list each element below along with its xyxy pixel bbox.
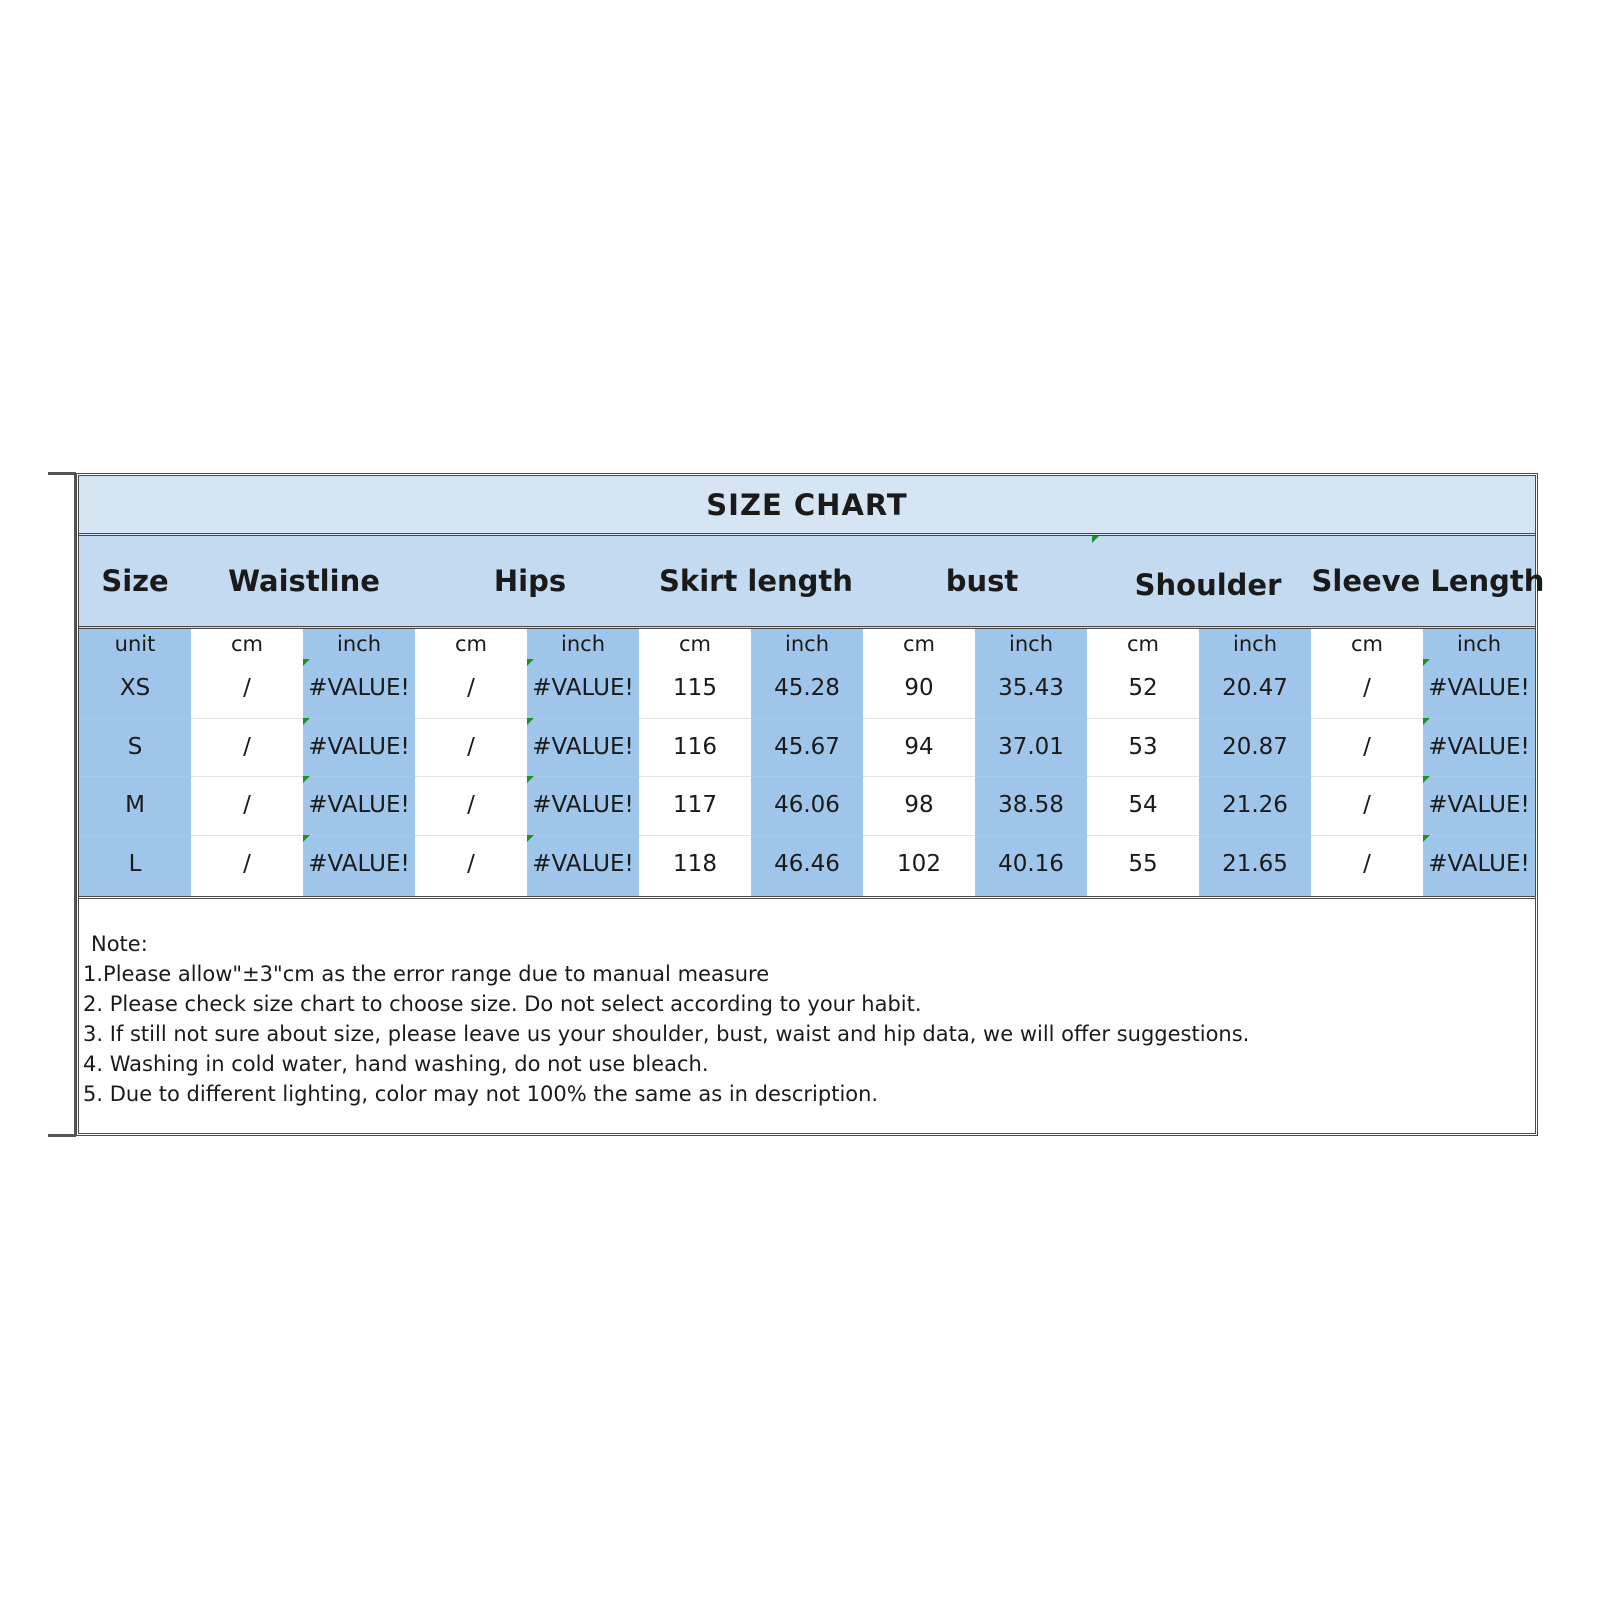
table-cell: #VALUE! [308,675,410,701]
table-cell: #VALUE! [1428,851,1530,877]
table-cell: 21.26 [1222,792,1288,818]
table-cell: #VALUE! [1428,734,1530,760]
header-flag [1092,536,1099,543]
table-column [527,629,639,896]
table-cell: 55 [1128,851,1158,877]
table-column [975,629,1087,896]
table-cell: / [1363,792,1371,818]
header-size: Size [101,564,169,598]
table-cell: / [467,851,475,877]
table-cell: 35.43 [998,675,1064,701]
table-cell: #VALUE! [308,792,410,818]
table-cell: / [467,675,475,701]
unit-cell: cm [678,632,711,656]
header-hips: Hips [493,564,567,598]
table-cell: 45.67 [774,734,840,760]
table-column [639,629,751,896]
unit-cell: cm [1126,632,1159,656]
unit-cell: inch [1009,632,1053,656]
table-cell: #VALUE! [532,792,634,818]
chart-title: SIZE CHART [79,476,1535,536]
table-cell: 52 [1128,675,1158,701]
table-cell: / [467,792,475,818]
size-label-cell: M [125,792,145,818]
size-table [79,629,1535,899]
table-cell: 45.28 [774,675,840,701]
table-cell: 118 [673,851,717,877]
table-cell: / [243,734,251,760]
notes-section [79,899,1535,1109]
cell-flag [527,776,534,783]
table-column [191,629,303,896]
table-cell: / [1363,734,1371,760]
table-cell: 38.58 [998,792,1064,818]
table-cell: #VALUE! [308,851,410,877]
table-column [1423,629,1535,896]
unit-cell: unit [114,632,156,656]
table-cell: 53 [1128,734,1158,760]
note-item: 4. Washing in cold water, hand washing, do not use bleach. [83,1052,709,1076]
table-column [863,629,975,896]
note-heading: Note: [91,932,148,956]
unit-cell: inch [1457,632,1501,656]
unit-cell: cm [230,632,263,656]
cell-flag [1423,659,1430,666]
table-cell: 37.01 [998,734,1064,760]
size-chart [76,473,1545,1136]
cell-flag [303,659,310,666]
cell-flag [1423,718,1430,725]
header-shoulder: Shoulder [1134,568,1282,602]
unit-cell: inch [337,632,381,656]
left-tick-top [48,472,76,475]
table-cell: 54 [1128,792,1158,818]
size-label-cell: S [127,734,143,760]
table-cell: / [1363,851,1371,877]
unit-cell: cm [1350,632,1383,656]
table-cell: 20.87 [1222,734,1288,760]
table-column [79,629,191,896]
table-cell: / [243,851,251,877]
table-cell: #VALUE! [532,675,634,701]
table-column [303,629,415,896]
unit-cell: inch [561,632,605,656]
table-column [1087,629,1199,896]
note-item: 1.Please allow"±3"cm as the error range due to manual measure [83,962,770,986]
table-cell: 20.47 [1222,675,1288,701]
size-label-cell: XS [119,675,151,701]
table-column [415,629,527,896]
note-item: 2. Please check size chart to choose size. Do not select according to your habit. [83,992,922,1016]
cell-flag [1423,835,1430,842]
table-cell: 21.65 [1222,851,1288,877]
table-cell: #VALUE! [1428,675,1530,701]
table-cell: / [243,675,251,701]
cell-flag [1423,776,1430,783]
table-cell: #VALUE! [308,734,410,760]
note-item: 3. If still not sure about size, please leave us your shoulder, bust, waist and hip data, we will offer suggestions. [83,1022,1250,1046]
header-row [79,536,1545,629]
table-cell: #VALUE! [1428,792,1530,818]
note-item: 5. Due to different lighting, color may not 100% the same as in description. [83,1082,879,1106]
table-cell: 46.06 [774,792,840,818]
table-cell: 98 [904,792,934,818]
cell-flag [303,776,310,783]
table-cell: 117 [673,792,717,818]
table-cell: / [1363,675,1371,701]
table-column [1199,629,1311,896]
header-sleeve-length: Sleeve Length [1311,564,1545,598]
table-cell: 116 [673,734,717,760]
header-bust: bust [945,564,1019,598]
unit-cell: cm [902,632,935,656]
table-cell: 94 [904,734,934,760]
table-column [1311,629,1423,896]
left-tick-bottom [48,1134,76,1137]
table-cell: / [467,734,475,760]
size-label-cell: L [128,851,142,877]
table-cell: 102 [897,851,941,877]
cell-flag [303,718,310,725]
table-cell: 40.16 [998,851,1064,877]
table-column [751,629,863,896]
cell-flag [303,835,310,842]
table-cell: #VALUE! [532,851,634,877]
cell-flag [527,659,534,666]
table-cell: 115 [673,675,717,701]
cell-flag [527,718,534,725]
unit-cell: inch [785,632,829,656]
table-cell: 46.46 [774,851,840,877]
table-cell: #VALUE! [532,734,634,760]
table-cell: / [243,792,251,818]
header-waistline: Waistline [228,564,380,598]
header-skirt-length: Skirt length [659,564,853,598]
unit-cell: inch [1233,632,1277,656]
unit-cell: cm [454,632,487,656]
table-cell: 90 [904,675,934,701]
cell-flag [527,835,534,842]
